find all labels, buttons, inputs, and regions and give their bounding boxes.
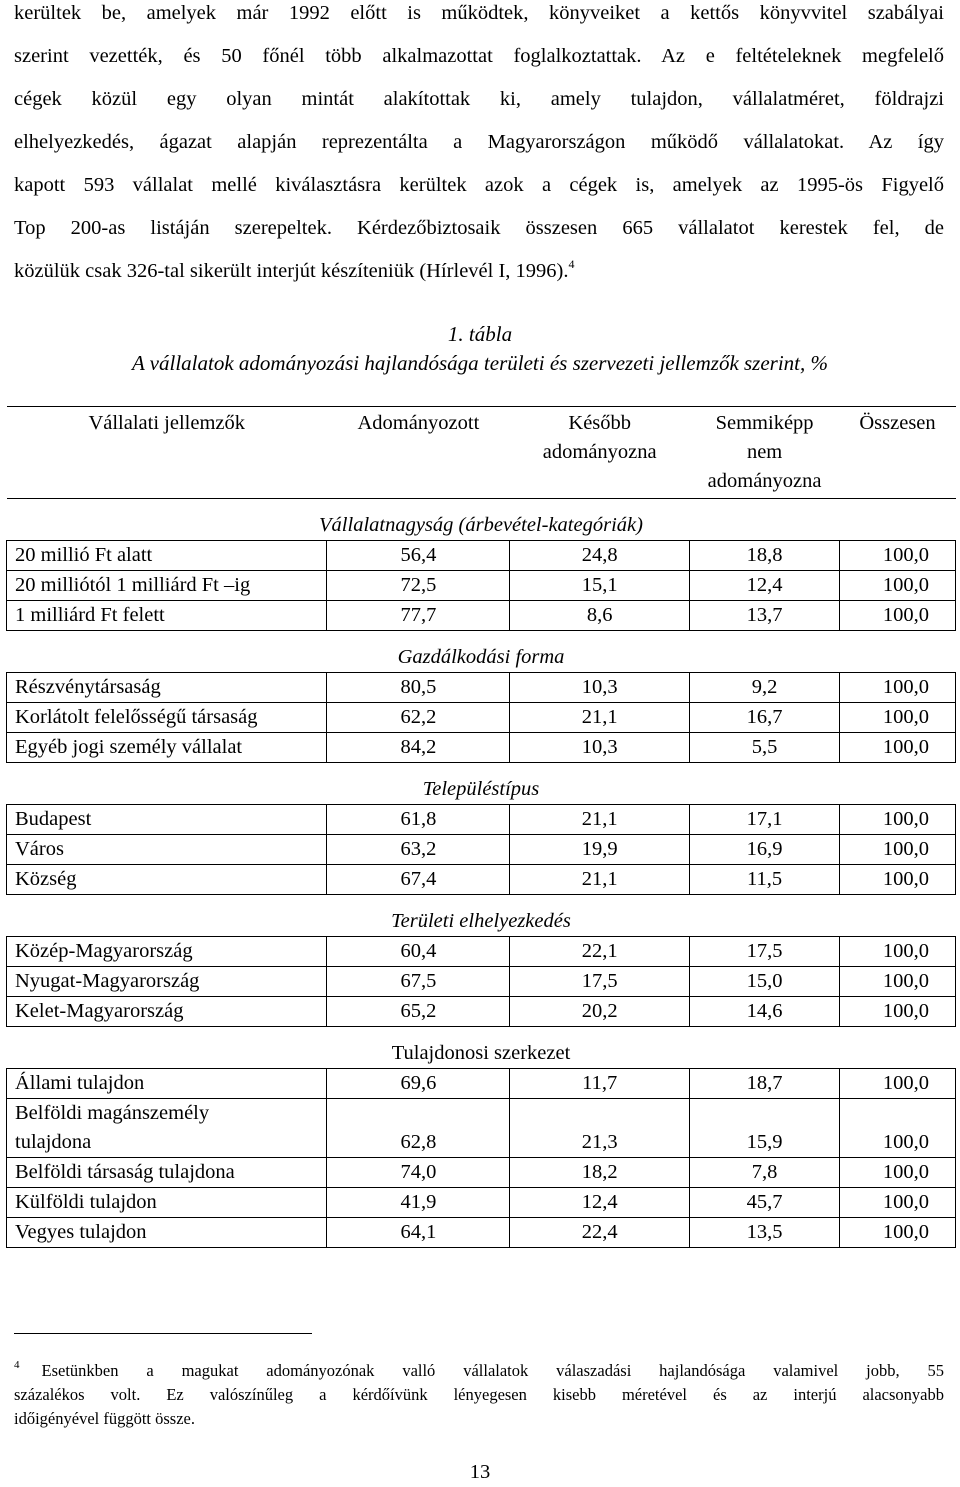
- row-label: 20 milliótól 1 milliárd Ft –ig: [7, 571, 327, 601]
- page-number: 13: [469, 1461, 491, 1483]
- table-cell: 8,6: [510, 601, 690, 631]
- table-cell: 65,2: [327, 997, 510, 1027]
- table-cell: 67,5: [327, 967, 510, 997]
- table-cell: 18,8: [690, 541, 840, 571]
- row-label: Állami tulajdon: [7, 1069, 327, 1099]
- table-cell: 14,6: [690, 997, 840, 1027]
- table-cell: 62,2: [327, 703, 510, 733]
- table-cell: 13,5: [690, 1218, 840, 1248]
- table-cell: 11,5: [690, 865, 840, 895]
- footnote-line: százalékos volt. Ez valószínűleg a kérdőívünk lényegesen kisebb méretével és az interjú alacsonyabb: [14, 1385, 944, 1404]
- section-row: [7, 1027, 956, 1069]
- section-title: Vállalatnagyság (árbevétel-kategóriák): [319, 514, 643, 536]
- table-row: [7, 865, 956, 895]
- table-cell: 21,1: [510, 865, 690, 895]
- table-cell: 56,4: [327, 541, 510, 571]
- table-row: [7, 673, 956, 703]
- table-cell: 41,9: [327, 1188, 510, 1218]
- table-cell: 17,5: [510, 967, 690, 997]
- footnote-line: [14, 1359, 944, 1383]
- table-cell: 61,8: [327, 805, 510, 835]
- table-title: A vállalatok adományozási hajlandósága területi és szervezeti jellemzők szerint, %: [131, 351, 829, 375]
- section-row: [7, 499, 956, 541]
- section-title: Tulajdonosi szerkezet: [391, 1042, 571, 1064]
- paragraph-line: kapott 593 vállalat mellé kiválasztásra kerültek azok a cégek is, amelyek az 1995-ös Figyelő: [14, 174, 944, 196]
- table-row: [7, 541, 956, 571]
- table-cell: 10,3: [510, 733, 690, 763]
- table-cell: 18,2: [510, 1158, 690, 1188]
- table-cell: 100,0: [840, 1099, 956, 1158]
- table-cell: 62,8: [327, 1099, 510, 1158]
- table-row: [7, 571, 956, 601]
- row-label: Egyéb jogi személy vállalat: [7, 733, 327, 763]
- table-cell: 5,5: [690, 733, 840, 763]
- table-cell: 11,7: [510, 1069, 690, 1099]
- header-cell: Adományozott: [327, 407, 510, 499]
- section-row: [7, 631, 956, 673]
- table-row: [7, 805, 956, 835]
- table-cell: 12,4: [510, 1188, 690, 1218]
- table-cell: 24,8: [510, 541, 690, 571]
- table-cell: 9,2: [690, 673, 840, 703]
- table-cell: 100,0: [840, 1188, 956, 1218]
- table-cell: 21,1: [510, 805, 690, 835]
- table-number: 1. tábla: [447, 322, 513, 346]
- row-label: Város: [7, 835, 327, 865]
- table-row: [7, 967, 956, 997]
- paragraph-line: közülük csak 326-tal sikerült interjút készíteniük (Hírlevél I, 1996).: [14, 260, 569, 282]
- table-cell: 16,7: [690, 703, 840, 733]
- section-title: Gazdálkodási forma: [397, 646, 565, 668]
- table-cell: 18,7: [690, 1069, 840, 1099]
- table-cell: 22,4: [510, 1218, 690, 1248]
- table-cell: 17,5: [690, 937, 840, 967]
- table-cell: 21,3: [510, 1099, 690, 1158]
- footnote-line: időigényével függött össze.: [14, 1409, 196, 1428]
- row-label: Vegyes tulajdon: [7, 1218, 327, 1248]
- table-cell: 15,0: [690, 967, 840, 997]
- section-row: [7, 895, 956, 937]
- data-table: [6, 406, 956, 1248]
- table-row: [7, 601, 956, 631]
- table-cell: 67,4: [327, 865, 510, 895]
- table-cell: 100,0: [840, 601, 956, 631]
- table-cell: 63,2: [327, 835, 510, 865]
- paragraph-line: Top 200-as listáján szerepeltek. Kérdezőbiztosaik összesen 665 vállalatot kerestek fel, de: [14, 217, 944, 239]
- table-cell: 45,7: [690, 1188, 840, 1218]
- table-cell: 13,7: [690, 601, 840, 631]
- footnote-text: Esetünkben a magukat adományozónak valló vállalatok válaszadási hajlandósága valamivel jobb, 55: [41, 1361, 944, 1380]
- table-cell: 100,0: [840, 1218, 956, 1248]
- footnote-separator: [14, 1333, 312, 1334]
- section-title: Településtípus: [422, 778, 540, 800]
- row-label: Község: [7, 865, 327, 895]
- table-cell: 100,0: [840, 805, 956, 835]
- row-label: 1 milliárd Ft felett: [7, 601, 327, 631]
- table-cell: 69,6: [327, 1069, 510, 1099]
- body-paragraph: [14, 0, 944, 293]
- header-cell: Vállalati jellemzők: [7, 407, 327, 499]
- table-cell: 100,0: [840, 673, 956, 703]
- row-label: Budapest: [7, 805, 327, 835]
- table-cell: 19,9: [510, 835, 690, 865]
- table-row: [7, 997, 956, 1027]
- paragraph-line: kerültek be, amelyek már 1992 előtt is működtek, könyveiket a kettős könyvvitel szabályai: [14, 2, 944, 24]
- table-row: [7, 1099, 956, 1158]
- table-cell: 72,5: [327, 571, 510, 601]
- row-label: Részvénytársaság: [7, 673, 327, 703]
- paragraph-line: szerint vezették, és 50 főnél több alkalmazottat foglalkoztattak. Az e feltételeknek megfelelő: [14, 45, 944, 67]
- table-cell: 60,4: [327, 937, 510, 967]
- table-row: [7, 703, 956, 733]
- table-cell: 10,3: [510, 673, 690, 703]
- row-label: 20 millió Ft alatt: [7, 541, 327, 571]
- table-cell: 100,0: [840, 571, 956, 601]
- table-cell: 21,1: [510, 703, 690, 733]
- table-cell: 77,7: [327, 601, 510, 631]
- table-cell: 84,2: [327, 733, 510, 763]
- table-cell: 74,0: [327, 1158, 510, 1188]
- table-cell: 100,0: [840, 865, 956, 895]
- table-cell: 12,4: [690, 571, 840, 601]
- table-cell: 100,0: [840, 1158, 956, 1188]
- table-row: [7, 835, 956, 865]
- row-label: Nyugat-Magyarország: [7, 967, 327, 997]
- section-title: Területi elhelyezkedés: [391, 910, 571, 932]
- row-label: Kelet-Magyarország: [7, 997, 327, 1027]
- table-cell: 15,9: [690, 1099, 840, 1158]
- header-cell: Összesen: [840, 407, 956, 499]
- table-cell: 20,2: [510, 997, 690, 1027]
- table-cell: 15,1: [510, 571, 690, 601]
- table-row: [7, 1158, 956, 1188]
- table-row: [7, 1218, 956, 1248]
- paragraph-line: cégek közül egy olyan mintát alakítottak ki, amely tulajdon, vállalatméret, földrajzi: [14, 88, 944, 110]
- table-row: [7, 733, 956, 763]
- table-cell: 100,0: [840, 1069, 956, 1099]
- table-cell: 16,9: [690, 835, 840, 865]
- table-cell: 100,0: [840, 937, 956, 967]
- header-cell: Semmiképp nem adományozna: [690, 407, 840, 499]
- row-label: Belföldi társaság tulajdona: [7, 1158, 327, 1188]
- table-header-row: [7, 407, 956, 499]
- footnote-reference[interactable]: 4: [568, 257, 575, 271]
- table-cell: 64,1: [327, 1218, 510, 1248]
- table-cell: 100,0: [840, 703, 956, 733]
- row-label: Belföldi magánszemély tulajdona: [7, 1099, 327, 1158]
- table-row: [7, 1188, 956, 1218]
- table-row: [7, 937, 956, 967]
- table-row: [7, 1069, 956, 1099]
- row-label: Korlátolt felelősségű társaság: [7, 703, 327, 733]
- table-cell: 100,0: [840, 997, 956, 1027]
- table-cell: 100,0: [840, 967, 956, 997]
- paragraph-line: elhelyezkedés, ágazat alapján reprezentálta a Magyarországon működő vállalatokat. Az így: [14, 131, 944, 153]
- table-cell: 100,0: [840, 733, 956, 763]
- table-cell: 17,1: [690, 805, 840, 835]
- table-cell: 22,1: [510, 937, 690, 967]
- section-row: [7, 763, 956, 805]
- header-cell: Később adományozna: [510, 407, 690, 499]
- paragraph-line-last: [14, 250, 944, 293]
- table-cell: 100,0: [840, 835, 956, 865]
- footnote: [14, 1359, 944, 1431]
- table-cell: 7,8: [690, 1158, 840, 1188]
- table-cell: 80,5: [327, 673, 510, 703]
- table-cell: 100,0: [840, 541, 956, 571]
- footnote-number: 4: [14, 1359, 20, 1371]
- row-label: Közép-Magyarország: [7, 937, 327, 967]
- row-label: Külföldi tulajdon: [7, 1188, 327, 1218]
